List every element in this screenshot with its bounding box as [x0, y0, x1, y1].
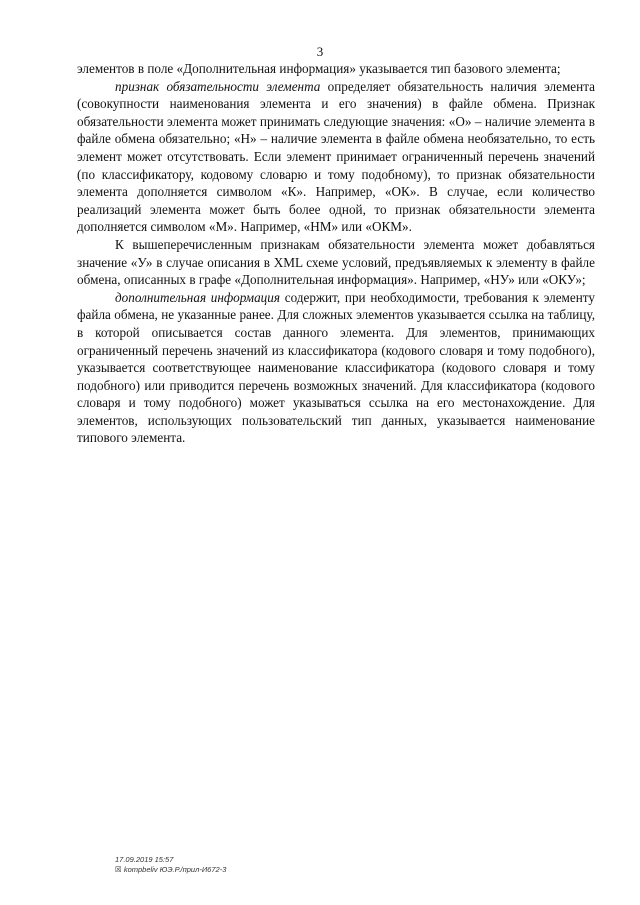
paragraph-mandatory-attribute	[77, 78, 595, 236]
term-additional-info: дополнительная информация	[115, 289, 280, 305]
footer-file-reference	[115, 865, 226, 875]
footer-file-reference-text: kompbeliv ЮЭ.Р./прил-И672-3	[123, 865, 227, 874]
paragraph-additional-info	[77, 289, 595, 447]
footer-timestamp: 17.09.2019 15:57	[115, 855, 174, 864]
document-body	[77, 60, 595, 447]
paragraph-condition-value: К вышеперечисленным признакам обязательности элемента может добавляться значение «У» в случае описания в XML схеме условий, предъявляемых к элементу в файле обмена, описанных в графе «Дополнительная информация». Например, «НУ» или «ОКУ»;	[77, 236, 595, 288]
term-mandatory-attribute: признак обязательности элемента	[115, 78, 321, 94]
file-icon: ☒	[115, 865, 124, 874]
paragraph-base-element-continuation: элементов в поле «Дополнительная информация» указывается тип базового элемента;	[77, 61, 561, 76]
paragraph-additional-info-text: содержит, при необходимости, требования к элементу файла обмена, не указанные ранее. Для сложных элементов указывается ссылка на таблицу, в которой описывается состав данного элемента. Для элементов, принимающих ограниченный перечень значений из классификатора (кодового словаря и тому подобного), указывается соответствующее наименование классификатора (кодового словаря и тому подобного) или приводится перечень возможных значений. Для классификатора (кодового словаря и тому подобного) может указываться ссылка на его местонахождение. Для элементов, использующих пользовательский тип данных, указывается наименование типового элемента.	[77, 289, 595, 446]
paragraph-mandatory-attribute-text: определяет обязательность наличия элемента (совокупности наименования элемента и его значения) в файле обмена. Признак обязательности элемента может принимать следующие значения: «О» – наличие элемента в файле обмена обязательно; «Н» – наличие элемента в файле обмена необязательно, то есть элемент может отсутствовать. Если элемент принимает ограниченный перечень значений (по классификатору, кодовому словарю и тому подобному), то признак обязательности элемента дополняется символом «К». Например, «ОК». В случае, если количество реализаций элемента может быть более одной, то признак обязательности элемента дополняется символом «М». Например, «НМ» или «ОКМ».	[77, 78, 595, 235]
document-footer	[115, 855, 226, 875]
page-number: 3	[316, 44, 324, 59]
